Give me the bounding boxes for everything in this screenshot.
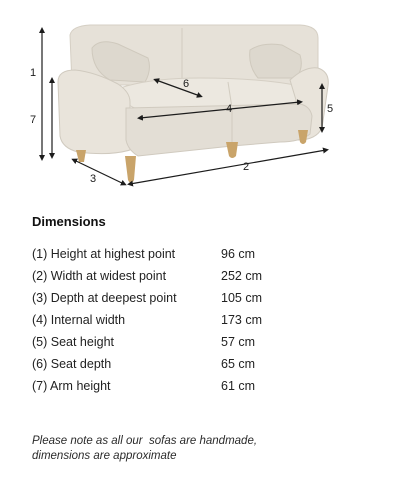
sofa-dimension-diagram — [0, 0, 400, 200]
dimension-value: 105 cm — [221, 291, 262, 305]
dimension-value: 65 cm — [221, 357, 256, 371]
dimension-line-width — [130, 150, 326, 184]
sofa-leg — [226, 142, 238, 158]
dimension-value: 252 cm — [221, 269, 262, 283]
label-seat-height: 5 — [327, 103, 334, 115]
label-width: 2 — [243, 161, 250, 173]
sofa-base — [126, 104, 312, 156]
handmade-note — [32, 434, 372, 464]
dimension-row-arm-height — [32, 375, 362, 397]
label-depth: 3 — [90, 173, 97, 185]
section-title: Dimensions — [32, 214, 106, 229]
label-height: 1 — [30, 67, 37, 79]
note-line: dimensions are approximate — [32, 450, 177, 462]
dimension-label: (6) Seat depth — [32, 357, 112, 371]
dimensions-list — [32, 243, 362, 397]
dimension-label: (2) Width at widest point — [32, 269, 167, 283]
sofa-leg — [76, 150, 86, 162]
sofa-leg — [125, 156, 136, 183]
dimension-row-seat-height — [32, 331, 362, 353]
dimension-label: (5) Seat height — [32, 335, 114, 349]
dimension-label: (4) Internal width — [32, 313, 126, 327]
dimension-row-width — [32, 265, 362, 287]
dimension-value: 57 cm — [221, 335, 256, 349]
label-internal-width: 4 — [226, 103, 233, 115]
label-arm-height: 7 — [30, 114, 37, 126]
dimension-value: 173 cm — [221, 313, 262, 327]
label-seat-depth: 6 — [183, 78, 190, 90]
dimension-value: 96 cm — [221, 247, 256, 261]
sofa-leg — [298, 130, 308, 144]
dimension-label: (7) Arm height — [32, 379, 111, 393]
dimension-label: (1) Height at highest point — [32, 247, 176, 261]
dimension-row-depth — [32, 287, 362, 309]
dimension-label: (3) Depth at deepest point — [32, 291, 177, 305]
dimension-row-internal-width — [32, 309, 362, 331]
note-line: Please note as all our sofas are handmade, — [32, 435, 258, 447]
sofa-illustration — [0, 0, 400, 200]
dimension-row-seat-depth — [32, 353, 362, 375]
dimension-line-depth — [74, 160, 124, 184]
dimension-value: 61 cm — [221, 379, 256, 393]
dimension-row-height — [32, 243, 362, 265]
